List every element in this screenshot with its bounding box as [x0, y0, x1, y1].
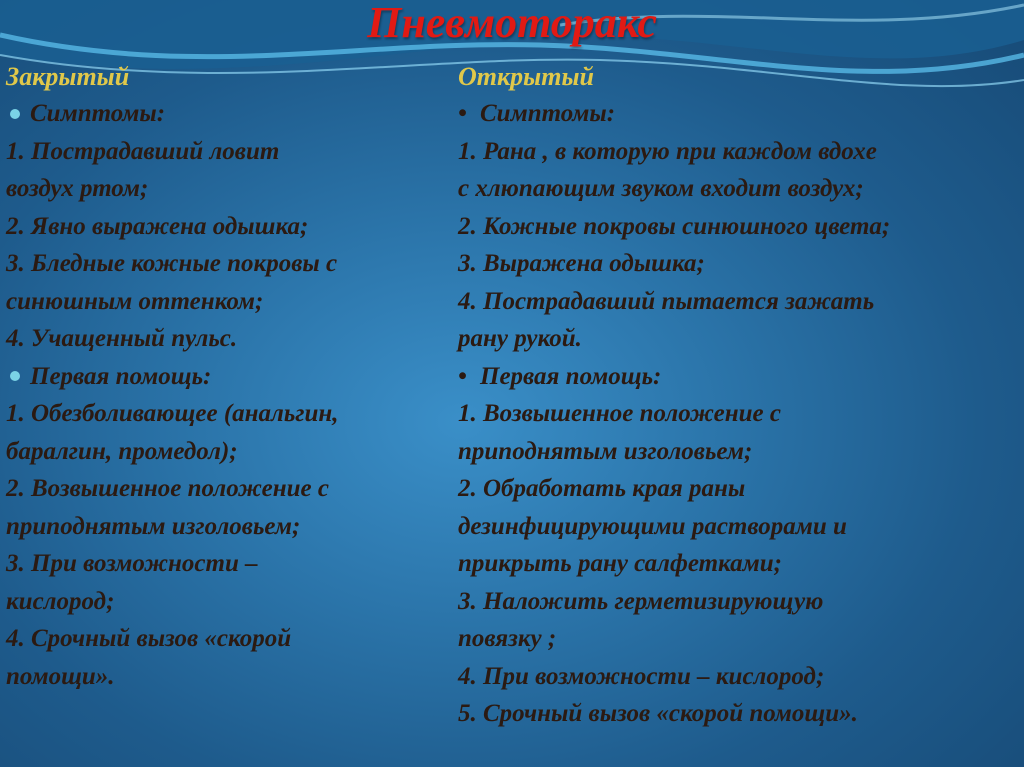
list-item: с хлюпающим звуком входит воздух;: [458, 175, 864, 202]
list-item: 3. Наложить герметизирующую: [458, 587, 824, 615]
open-column: [458, 58, 1018, 733]
list-item: 2. Обработать края раны: [458, 475, 746, 502]
list-item: 2. Возвышенное положение с: [6, 475, 329, 502]
list-item: 2. Кожные покровы синюшного цвета;: [458, 212, 891, 240]
closed-column: [6, 58, 446, 695]
list-item: Первая помощь:: [6, 358, 446, 396]
list-item: приподнятым изголовьем;: [458, 437, 753, 465]
list-item: 4. Учащенный пульс.: [6, 325, 238, 352]
list-item: повязку ;: [458, 625, 557, 652]
bullet-icon: •: [458, 100, 467, 127]
list-item: 2. Явно выражена одышка;: [6, 212, 309, 240]
list-item: 1. Возвышенное положение с: [458, 400, 781, 427]
list-item: баралгин, промедол);: [6, 437, 238, 465]
closed-heading: Закрытый: [6, 62, 130, 91]
list-item: 4. При возможности – кислород;: [458, 662, 825, 690]
list-item: 3. Бледные кожные покровы с: [6, 250, 338, 277]
list-item: синюшным оттенком;: [6, 287, 264, 315]
list-item: • Первая помощь:: [458, 358, 1018, 396]
list-item: • Симптомы:: [458, 95, 1018, 133]
list-item: 3. При возможности –: [6, 550, 258, 577]
list-item: 4. Пострадавший пытается зажать: [458, 287, 875, 315]
list-item: 1. Обезболивающее (анальгин,: [6, 400, 339, 427]
list-item: 4. Срочный вызов «скорой: [6, 625, 292, 652]
bullet-icon: •: [458, 362, 467, 390]
list-item: кислород;: [6, 587, 115, 615]
list-item: прикрыть рану салфетками;: [458, 550, 782, 577]
bullet-dot-icon: [10, 109, 20, 119]
list-item: Симптомы:: [6, 95, 446, 133]
list-item: 5. Срочный вызов «скорой помощи».: [458, 700, 858, 727]
list-item: приподнятым изголовьем;: [6, 512, 301, 540]
slide-title: Пневмоторакс: [367, 0, 657, 47]
list-item: воздух ртом;: [6, 175, 149, 202]
open-heading: Открытый: [458, 62, 594, 91]
list-item: 1. Пострадавший ловит: [6, 137, 280, 165]
bullet-dot-icon: [10, 371, 20, 381]
list-item: рану рукой.: [458, 325, 582, 352]
list-item: дезинфицирующими растворами и: [458, 512, 847, 540]
list-item: 3. Выражена одышка;: [458, 250, 705, 277]
list-item: 1. Рана , в которую при каждом вдохе: [458, 137, 877, 165]
list-item: помощи».: [6, 662, 115, 690]
